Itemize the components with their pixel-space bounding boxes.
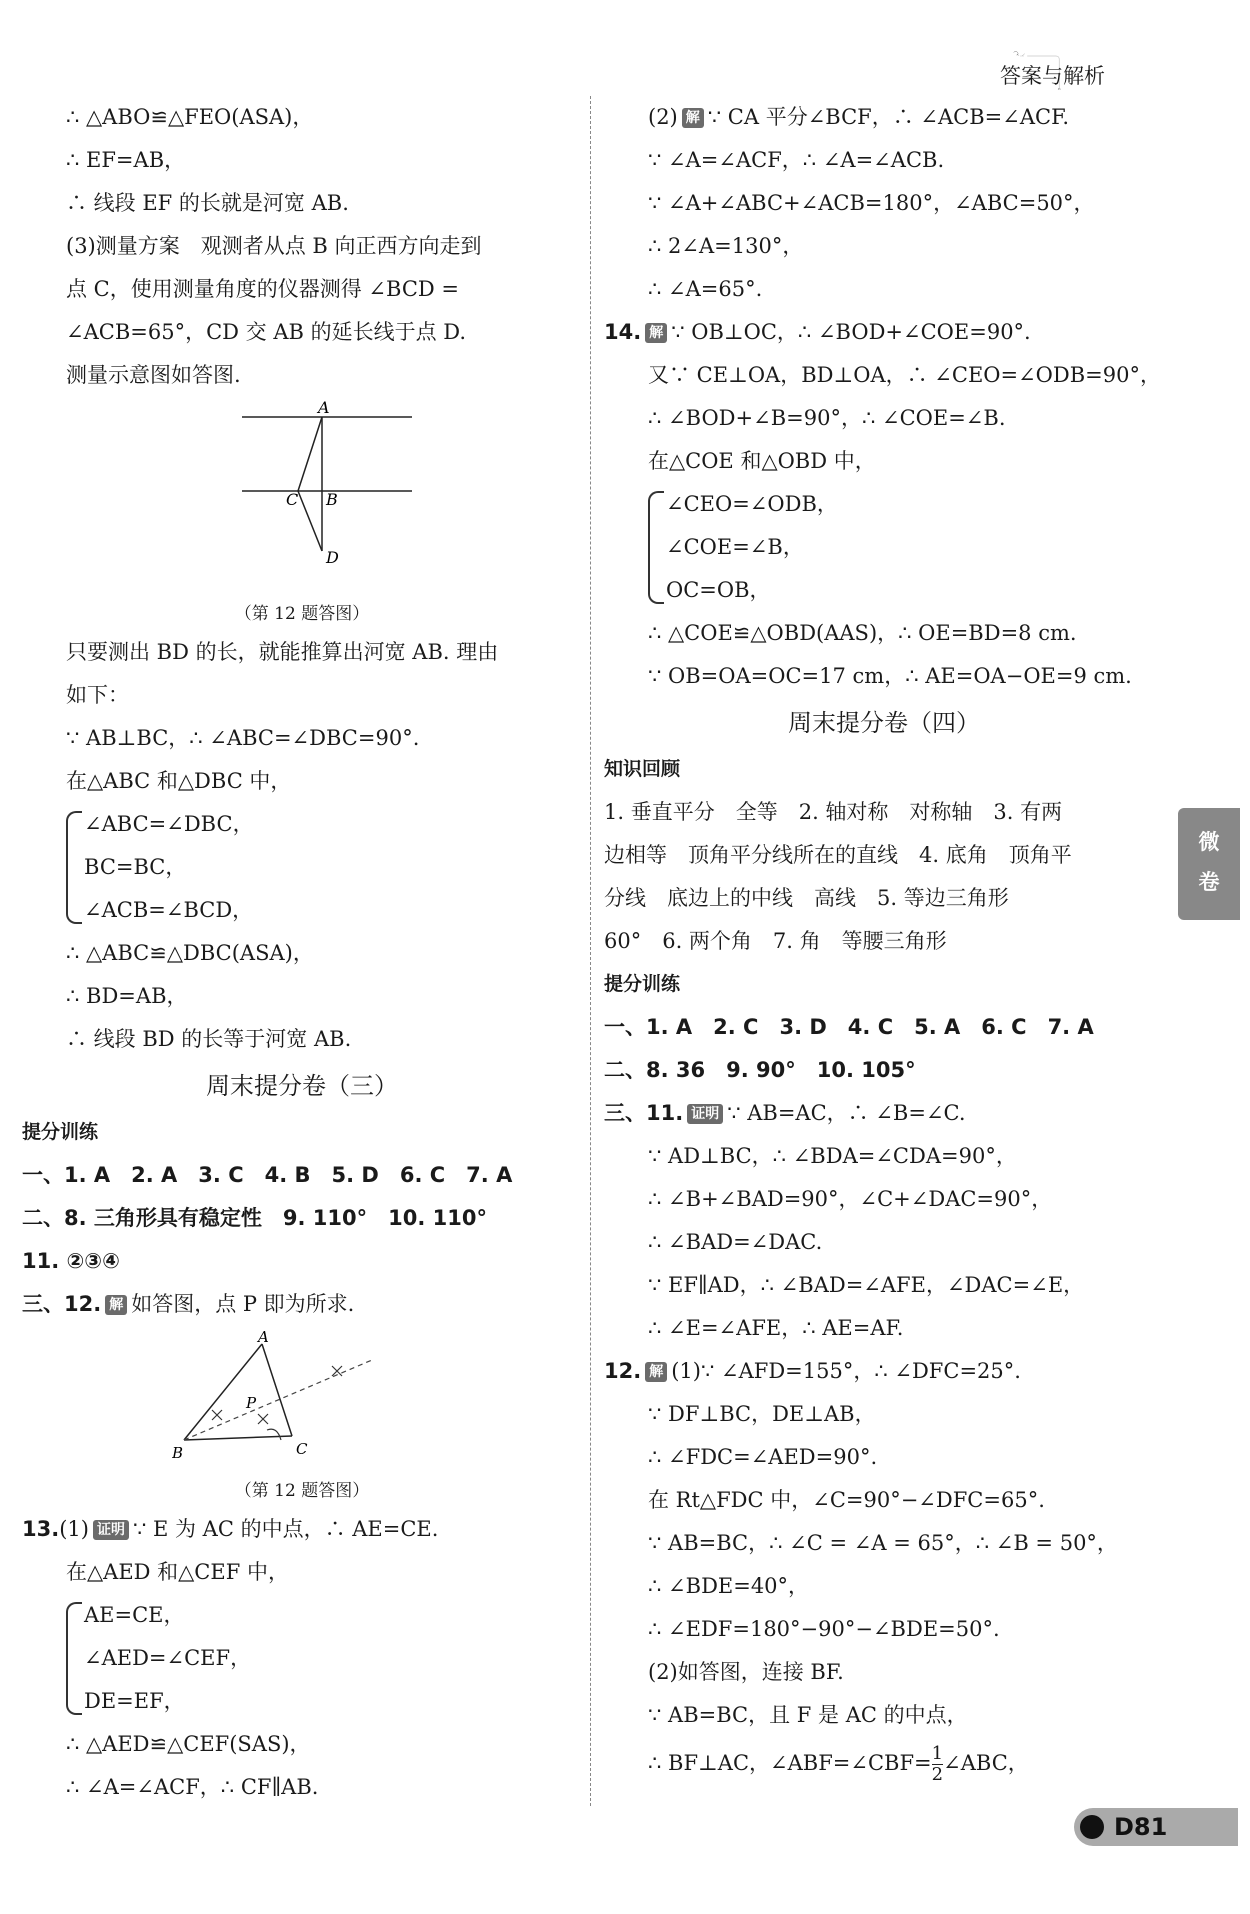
text-line: ∵ DF⊥BC，DE⊥AB， bbox=[648, 1402, 876, 1426]
text-line: ∴ ∠A=65°. bbox=[648, 277, 763, 301]
solution-tag: 解 bbox=[645, 323, 667, 343]
question-text: 如答图，点 P 即为所求. bbox=[131, 1292, 355, 1316]
question-text: ∵ AB=AC，∴ ∠B=∠C. bbox=[727, 1101, 966, 1125]
text-line: 测量示意图如答图. bbox=[66, 363, 241, 387]
question-line bbox=[22, 1283, 582, 1326]
text-line: ∴ BD=AB， bbox=[66, 984, 188, 1008]
side-tab-text: 微 bbox=[1198, 830, 1220, 854]
text-line: ∴ 线段 EF 的长就是河宽 AB. bbox=[66, 191, 349, 215]
text-segment: ∠ABC， bbox=[943, 1751, 1029, 1775]
question-line bbox=[604, 311, 1164, 354]
figure-caption: （第 12 题答图） bbox=[234, 604, 370, 624]
text-line: DE=EF， bbox=[84, 1689, 185, 1713]
text-line: ∴ △AED≌△CEF(SAS)， bbox=[66, 1732, 311, 1756]
river-measurement-figure bbox=[232, 401, 432, 601]
question-number: 13. bbox=[22, 1517, 60, 1541]
text-line: 在△COE 和△OBD 中， bbox=[648, 449, 876, 473]
text-line: 又∵ CE⊥OA，BD⊥OA，∴ ∠CEO=∠ODB=90°， bbox=[648, 363, 1161, 387]
fig-label: D bbox=[326, 548, 339, 567]
text-line: ∠ABC=∠DBC， bbox=[84, 812, 254, 836]
text-line: (2)如答图，连接 BF. bbox=[648, 1660, 844, 1684]
answer-line: 1. 垂直平分 全等 2. 轴对称 对称轴 3. 有两 bbox=[604, 800, 1063, 824]
figure-caption: （第 12 题答图） bbox=[234, 1481, 370, 1501]
section-heading: 提分训练 bbox=[604, 973, 681, 995]
answer-line: 一、1. A 2. A 3. C 4. B 5. D 6. C 7. A bbox=[22, 1163, 513, 1187]
question-text: ∵ CA 平分∠BCF，∴ ∠ACB=∠ACF. bbox=[707, 105, 1070, 129]
text-line: (3)测量方案 观测者从点 B 向正西方向走到 bbox=[66, 234, 482, 258]
text-line: ∴ 2∠A=130°， bbox=[648, 234, 804, 258]
fig-label: C bbox=[296, 1440, 308, 1458]
section-title: 周末提分卷（四） bbox=[788, 709, 980, 737]
question-line bbox=[604, 1092, 1164, 1135]
text-line: ∠ACB=65°，CD 交 AB 的延长线于点 D. bbox=[66, 320, 467, 344]
brace-icon bbox=[648, 491, 664, 604]
fig-label: B bbox=[326, 490, 338, 509]
section-heading: 知识回顾 bbox=[604, 758, 681, 780]
brace-icon bbox=[66, 1602, 82, 1715]
question-text: ∵ OB⊥OC，∴ ∠BOD+∠COE=90°. bbox=[671, 320, 1031, 344]
text-line: ∠AED=∠CEF， bbox=[84, 1646, 252, 1670]
question-number: 三、12. bbox=[22, 1292, 102, 1316]
text-line: 在 Rt△FDC 中，∠C=90°−∠DFC=65°. bbox=[648, 1488, 1045, 1512]
text-line: ∵ AB=BC，且 F 是 AC 的中点， bbox=[648, 1703, 968, 1727]
question-text: (1)∵ ∠AFD=155°，∴ ∠DFC=25°. bbox=[671, 1359, 1021, 1383]
text-line: ∵ ∠A=∠ACF，∴ ∠A=∠ACB. bbox=[648, 148, 945, 172]
solution-tag: 解 bbox=[682, 108, 704, 128]
text-line: ∴ ∠EDF=180°−90°−∠BDE=50°. bbox=[648, 1617, 1000, 1641]
text-line: ∵ OB=OA=OC=17 cm，∴ AE=OA−OE=9 cm. bbox=[648, 664, 1132, 688]
equation-system bbox=[604, 483, 1164, 612]
text-line: ∠ACB=∠BCD， bbox=[84, 898, 254, 922]
text-line: 如下： bbox=[66, 683, 129, 707]
text-line: ∵ AB=BC，∴ ∠C = ∠A = 65°，∴ ∠B = 50°， bbox=[648, 1531, 1118, 1555]
question-line bbox=[604, 96, 1164, 139]
text-line: ∴ ∠A=∠ACF，∴ CF∥AB. bbox=[66, 1775, 319, 1799]
side-tab bbox=[1178, 808, 1240, 920]
question-part: (2) bbox=[648, 105, 678, 129]
text-line: ∴ △ABC≌△DBC(ASA)， bbox=[66, 941, 314, 965]
answer-line: 11. ②③④ bbox=[22, 1249, 120, 1273]
text-line: ∴ 线段 BD 的长等于河宽 AB. bbox=[66, 1027, 352, 1051]
equation-system bbox=[22, 803, 582, 932]
text-segment: ∴ BF⊥AC，∠ABF=∠CBF= bbox=[648, 1751, 932, 1775]
right-column bbox=[604, 96, 1164, 1789]
text-line: ∵ EF∥AD，∴ ∠BAD=∠AFE，∠DAC=∠E， bbox=[648, 1273, 1085, 1297]
fig-label: A bbox=[258, 1330, 269, 1346]
text-line bbox=[604, 1737, 1164, 1789]
answer-line: 边相等 顶角平分线所在的直线 4. 底角 顶角平 bbox=[604, 843, 1072, 867]
text-line: ∴ ∠FDC=∠AED=90°. bbox=[648, 1445, 878, 1469]
fraction bbox=[932, 1744, 943, 1785]
question-line bbox=[22, 1508, 582, 1551]
text-line: 点 C，使用测量角度的仪器测得 ∠BCD = bbox=[66, 277, 460, 301]
text-line: ∵ AB⊥BC，∴ ∠ABC=∠DBC=90°. bbox=[66, 726, 420, 750]
question-number: 14. bbox=[604, 320, 642, 344]
text-line: ∠CEO=∠ODB， bbox=[666, 492, 838, 516]
left-column bbox=[22, 96, 582, 1809]
answer-line: 分线 底边上的中线 高线 5. 等边三角形 bbox=[604, 886, 1009, 910]
text-line: OC=OB， bbox=[666, 578, 771, 602]
text-line: ∴ ∠B+∠BAD=90°，∠C+∠DAC=90°， bbox=[648, 1187, 1053, 1211]
question-text: ∵ E 为 AC 的中点，∴ AE=CE. bbox=[132, 1517, 439, 1541]
equation-system bbox=[22, 1594, 582, 1723]
text-line: 在△ABC 和△DBC 中， bbox=[66, 769, 292, 793]
text-line: ∴ EF=AB， bbox=[66, 148, 186, 172]
text-line: 只要测出 BD 的长，就能推算出河宽 AB. 理由 bbox=[66, 640, 499, 664]
solution-tag: 解 bbox=[105, 1295, 127, 1315]
text-line: AE=CE， bbox=[84, 1603, 185, 1627]
solution-tag: 解 bbox=[645, 1362, 667, 1382]
text-line: ∠COE=∠B， bbox=[666, 535, 804, 559]
text-line: ∴ ∠E=∠AFE，∴ AE=AF. bbox=[648, 1316, 904, 1340]
answer-line: 二、8. 36 9. 90° 10. 105° bbox=[604, 1058, 916, 1082]
text-line: ∴ △COE≌△OBD(AAS)，∴ OE=BD=8 cm. bbox=[648, 621, 1077, 645]
text-line: ∵ AD⊥BC，∴ ∠BDA=∠CDA=90°， bbox=[648, 1144, 1017, 1168]
page-number: D81 bbox=[1114, 1813, 1168, 1841]
section-heading: 提分训练 bbox=[22, 1121, 99, 1143]
proof-tag: 证明 bbox=[93, 1520, 129, 1540]
answer-line: 二、8. 三角形具有稳定性 9. 110° 10. 110° bbox=[22, 1206, 487, 1230]
text-line: ∴ ∠BDE=40°， bbox=[648, 1574, 810, 1598]
question-number: 12. bbox=[604, 1359, 642, 1383]
section-title: 周末提分卷（三） bbox=[206, 1072, 398, 1100]
fig-label: A bbox=[318, 401, 330, 417]
text-line: ∴ ∠BOD+∠B=90°，∴ ∠COE=∠B. bbox=[648, 406, 1006, 430]
fig-label: B bbox=[172, 1444, 184, 1462]
fraction-numerator: 1 bbox=[931, 1743, 944, 1764]
side-tab-text: 卷 bbox=[1198, 870, 1220, 894]
text-line: ∵ ∠A+∠ABC+∠ACB=180°，∠ABC=50°， bbox=[648, 191, 1095, 215]
question-part: (1) bbox=[59, 1517, 89, 1541]
answer-line: 一、1. A 2. C 3. D 4. C 5. A 6. C 7. A bbox=[604, 1015, 1094, 1039]
brace-icon bbox=[66, 811, 82, 924]
answer-line: 60° 6. 两个角 7. 角 等腰三角形 bbox=[604, 929, 947, 953]
text-line: ∴ ∠BAD=∠DAC. bbox=[648, 1230, 823, 1254]
question-line bbox=[604, 1350, 1164, 1393]
fig-label: P bbox=[246, 1394, 257, 1412]
page-badge-icon bbox=[1080, 1815, 1104, 1839]
text-line: BC=BC， bbox=[84, 855, 187, 879]
proof-tag: 证明 bbox=[687, 1104, 723, 1124]
triangle-construction-figure bbox=[172, 1330, 412, 1480]
question-number: 三、11. bbox=[604, 1101, 684, 1125]
column-divider bbox=[590, 96, 591, 1806]
text-line: 在△AED 和△CEF 中， bbox=[66, 1560, 289, 1584]
text-line: ∴ △ABO≌△FEO(ASA)， bbox=[66, 105, 314, 129]
header-title: 答案与解析 bbox=[1000, 64, 1105, 88]
fraction-denominator: 2 bbox=[931, 1764, 944, 1785]
fig-label: C bbox=[286, 490, 299, 509]
